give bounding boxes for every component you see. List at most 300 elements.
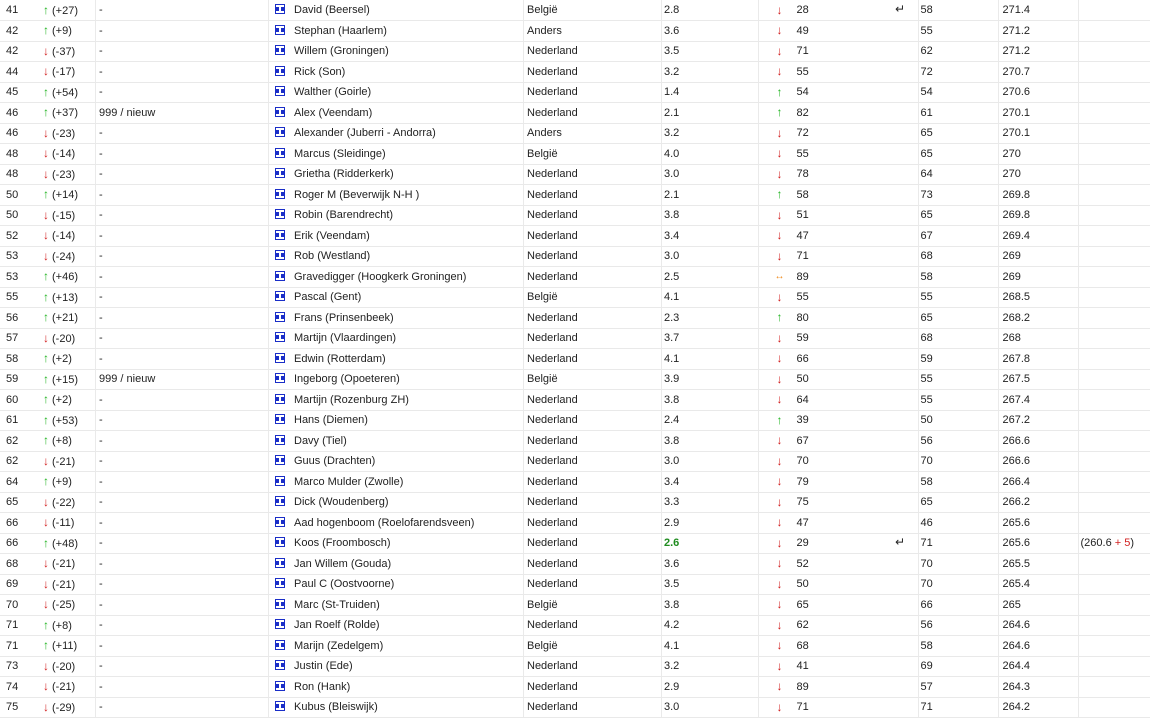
rank: 50 [0,205,40,226]
player-icon[interactable] [275,209,285,219]
player-name[interactable]: Marc (St-Truiden) [294,598,380,611]
player-icon[interactable] [275,537,285,547]
country: België [524,636,662,657]
trend-value: 58 [794,185,883,206]
player-name[interactable]: Rick (Son) [294,65,346,78]
note: - [96,677,269,698]
value-a: 68 [918,246,998,267]
total-points: 268.2 [998,308,1078,329]
score: 3.5 [662,574,759,595]
value-a: 65 [918,492,998,513]
player-icon[interactable] [275,476,285,486]
player-cell [269,513,524,534]
return-cell [883,656,919,677]
country: Nederland [524,349,662,370]
player-cell [269,287,524,308]
return-cell [883,205,919,226]
country: België [524,369,662,390]
score: 3.2 [662,62,759,83]
total-points: 270.7 [998,62,1078,83]
country: Nederland [524,533,662,554]
rank-change [40,328,96,349]
country: Nederland [524,431,662,452]
trend [759,328,794,349]
table-row [0,328,1150,349]
return-cell [883,390,919,411]
trend [759,226,794,247]
return-cell [883,595,919,616]
trend-value: 39 [794,410,883,431]
rank-change [40,554,96,575]
value-a: 66 [918,595,998,616]
value-a: 55 [918,21,998,42]
player-name[interactable]: Hans (Diemen) [294,414,368,427]
note: - [96,205,269,226]
rank-change [40,656,96,677]
arrow-down-icon: ↓ [776,289,783,304]
player-name[interactable]: Erik (Veendam) [294,229,370,242]
arrow-down-icon: ↓ [43,125,49,140]
country: Nederland [524,513,662,534]
note: - [96,82,269,103]
rank: 41 [0,0,40,21]
trend [759,123,794,144]
trend [759,308,794,329]
total-points: 269 [998,246,1078,267]
rank-change-value: (+21) [52,312,78,325]
player-name[interactable]: Walther (Goirle) [294,86,372,99]
trend [759,533,794,554]
score: 3.9 [662,369,759,390]
trend-value: 47 [794,513,883,534]
rank-change-value: (+8) [52,619,72,632]
country: Nederland [524,492,662,513]
rank-change [40,615,96,636]
total-points: 269 [998,267,1078,288]
table-row [0,554,1150,575]
score: 4.2 [662,615,759,636]
player-name[interactable]: Gravedigger (Hoogkerk Groningen) [294,270,467,283]
player-icon[interactable] [275,660,285,670]
player-icon[interactable] [275,701,285,711]
arrow-down-icon: ↓ [776,2,783,17]
player-cell [269,554,524,575]
arrow-down-icon: ↓ [43,515,49,530]
rank-change-value: (-22) [52,496,76,509]
value-a: 67 [918,226,998,247]
score: 3.4 [662,472,759,493]
country: Nederland [524,82,662,103]
trend [759,349,794,370]
player-icon[interactable] [275,599,285,609]
rank-change [40,21,96,42]
country: Nederland [524,164,662,185]
total-points: 265 [998,595,1078,616]
arrow-up-icon: ↑ [43,535,49,550]
score: 2.1 [662,103,759,124]
bonus-detail [1078,369,1150,390]
value-a: 68 [918,328,998,349]
bonus-detail [1078,615,1150,636]
player-cell [269,492,524,513]
rank-change-value: (-17) [52,66,76,79]
arrow-down-icon: ↓ [776,494,783,509]
player-icon[interactable] [275,414,285,424]
player-name[interactable]: David (Beersel) [294,4,370,16]
player-cell [269,0,524,21]
note: - [96,0,269,21]
rank-change-value: (+2) [52,353,72,366]
player-icon[interactable] [275,291,285,301]
trend-value: 51 [794,205,883,226]
player-icon[interactable] [275,312,285,322]
rank: 50 [0,185,40,206]
arrow-down-icon: ↓ [776,515,783,530]
country: Nederland [524,615,662,636]
rank-change [40,0,96,21]
player-name[interactable]: Marcus (Sleidinge) [294,147,386,160]
note: - [96,574,269,595]
player-icon[interactable] [275,640,285,650]
score: 2.5 [662,267,759,288]
player-name[interactable]: Robin (Barendrecht) [294,209,394,222]
total-points: 267.5 [998,369,1078,390]
player-icon[interactable] [275,558,285,568]
arrow-down-icon: ↓ [776,617,783,632]
rank-change [40,677,96,698]
country: Nederland [524,41,662,62]
table-row [0,595,1150,616]
player-icon[interactable] [275,230,285,240]
bonus-points: + 5 [1114,537,1131,550]
trend [759,677,794,698]
trend-value: 72 [794,123,883,144]
bonus-detail [1078,246,1150,267]
player-icon[interactable] [275,578,285,588]
player-name[interactable]: Koos (Froombosch) [294,537,391,550]
trend [759,410,794,431]
trend-value: 41 [794,656,883,677]
player-icon[interactable] [275,435,285,445]
arrow-up-icon: ↑ [43,638,49,653]
return-cell [883,82,919,103]
total-points: 265.6 [998,533,1078,554]
note: - [96,697,269,718]
bonus-detail [1078,226,1150,247]
bonus-detail [1078,287,1150,308]
total-points: 265.4 [998,574,1078,595]
player-name[interactable]: Stephan (Haarlem) [294,24,387,37]
return-cell [883,451,919,472]
return-cell [883,0,919,21]
total-points: 266.6 [998,431,1078,452]
player-name[interactable]: Ron (Hank) [294,680,351,693]
player-name[interactable]: Alex (Veendam) [294,106,373,119]
note: - [96,267,269,288]
player-icon[interactable] [275,168,285,178]
country: Nederland [524,246,662,267]
return-cell [883,328,919,349]
player-icon[interactable] [275,148,285,158]
trend [759,513,794,534]
player-icon[interactable] [275,332,285,342]
bonus-detail [1078,472,1150,493]
return-cell [883,287,919,308]
player-name[interactable]: Willem (Groningen) [294,45,389,58]
player-icon[interactable] [275,127,285,137]
trend [759,656,794,677]
value-a: 58 [918,472,998,493]
player-icon[interactable] [275,271,285,281]
arrow-down-icon: ↓ [43,679,49,694]
player-icon[interactable] [275,496,285,506]
player-cell [269,267,524,288]
player-icon[interactable] [275,250,285,260]
player-icon[interactable] [275,66,285,76]
note: - [96,185,269,206]
player-cell [269,615,524,636]
table-row [0,451,1150,472]
rank: 42 [0,41,40,62]
value-a: 61 [918,103,998,124]
player-icon[interactable] [275,373,285,383]
total-points: 271.2 [998,41,1078,62]
return-cell [883,144,919,165]
arrow-down-icon: ↓ [776,166,783,181]
player-icon[interactable] [275,394,285,404]
bonus-detail [1078,431,1150,452]
rank: 46 [0,123,40,144]
note: - [96,492,269,513]
arrow-down-icon: ↓ [43,699,49,714]
note: - [96,595,269,616]
table-row [0,246,1150,267]
value-a: 73 [918,185,998,206]
value-a: 65 [918,205,998,226]
rank-change [40,164,96,185]
rank-change-value: (-29) [52,701,76,714]
value-a: 65 [918,144,998,165]
player-icon[interactable] [275,4,285,14]
trend-value: 47 [794,226,883,247]
player-icon[interactable] [275,681,285,691]
country: België [524,0,662,21]
bonus-detail [1078,513,1150,534]
trend-value: 50 [794,574,883,595]
arrow-up-icon: ↑ [43,474,49,489]
arrow-down-icon: ↓ [776,351,783,366]
player-name[interactable]: Ingeborg (Opoeteren) [294,373,400,386]
table-row [0,390,1150,411]
rank: 73 [0,656,40,677]
player-cell [269,533,524,554]
trend [759,41,794,62]
value-a: 71 [918,533,998,554]
player-name[interactable]: Roger M (Beverwijk N-H ) [294,188,420,201]
player-name[interactable]: Marco Mulder (Zwolle) [294,475,404,488]
player-icon[interactable] [275,189,285,199]
note: - [96,21,269,42]
rank-change [40,369,96,390]
rank-change-value: (-21) [52,578,76,591]
rank-change-value: (+54) [52,86,78,99]
trend [759,451,794,472]
total-points: 266.6 [998,451,1078,472]
return-cell [883,554,919,575]
rank-change [40,246,96,267]
value-a: 69 [918,656,998,677]
player-name[interactable]: Marijn (Zedelgem) [294,639,384,652]
player-name[interactable]: Kubus (Bleiswijk) [294,701,378,714]
rank: 65 [0,492,40,513]
player-name[interactable]: Martijn (Rozenburg ZH) [294,393,409,406]
score: 2.9 [662,677,759,698]
rank-change [40,308,96,329]
player-name[interactable]: Justin (Ede) [294,660,353,673]
trend-value: 55 [794,144,883,165]
player-name[interactable]: Guus (Drachten) [294,455,376,468]
arrow-down-icon: ↓ [43,228,49,243]
table-row [0,144,1150,165]
note: - [96,615,269,636]
player-icon[interactable] [275,353,285,363]
rank-change-value: (-24) [52,250,76,263]
player-icon[interactable] [275,455,285,465]
trend [759,472,794,493]
arrow-down-icon: ↓ [776,146,783,161]
rank-change-value: (+14) [52,189,78,202]
country: Nederland [524,62,662,83]
rank-change-value: (+48) [52,537,78,550]
player-name[interactable]: Dick (Woudenberg) [294,496,389,509]
return-icon[interactable]: ↵ [894,535,906,550]
player-name[interactable]: Alexander (Juberri - Andorra) [294,127,436,140]
total-points: 270 [998,144,1078,165]
arrow-down-icon: ↓ [776,535,783,550]
player-cell [269,472,524,493]
player-cell [269,636,524,657]
value-a: 50 [918,410,998,431]
trend [759,615,794,636]
country: Nederland [524,697,662,718]
rank: 48 [0,144,40,165]
player-name[interactable]: Rob (Westland) [294,250,371,263]
rank-change [40,431,96,452]
arrow-down-icon: ↓ [776,433,783,448]
table-row [0,205,1150,226]
arrow-up-icon: ↑ [776,187,783,202]
trend [759,185,794,206]
player-name[interactable]: Grietha (Ridderkerk) [294,168,394,181]
value-a: 70 [918,554,998,575]
table-row [0,472,1150,493]
rank-change-value: (+11) [52,640,78,653]
player-icon[interactable] [275,45,285,55]
player-icon[interactable] [275,107,285,117]
country: Nederland [524,390,662,411]
player-icon[interactable] [275,25,285,35]
trend [759,574,794,595]
rank-change-value: (-21) [52,681,76,694]
value-a: 56 [918,431,998,452]
player-name[interactable]: Davy (Tiel) [294,434,347,447]
note: - [96,451,269,472]
value-a: 62 [918,41,998,62]
bonus-detail [1078,492,1150,513]
arrow-up-icon: ↑ [43,351,49,366]
player-icon[interactable] [275,619,285,629]
player-name[interactable]: Martijn (Vlaardingen) [294,332,397,345]
trend [759,0,794,21]
table-row [0,656,1150,677]
rank: 75 [0,697,40,718]
total-points: 264.2 [998,697,1078,718]
table-row [0,615,1150,636]
table-row [0,677,1150,698]
note: - [96,656,269,677]
trend [759,62,794,83]
table-row [0,21,1150,42]
return-cell [883,533,919,554]
player-name[interactable]: Aad hogenboom (Roelofarendsveen) [294,516,475,529]
player-cell [269,164,524,185]
rank: 71 [0,615,40,636]
arrow-up-icon: ↑ [43,617,49,632]
trend-value: 64 [794,390,883,411]
rank: 56 [0,308,40,329]
rank-change [40,62,96,83]
return-icon[interactable]: ↵ [894,2,906,16]
rank: 69 [0,574,40,595]
rank-change-value: (+13) [52,291,78,304]
note: - [96,123,269,144]
return-cell [883,185,919,206]
country: België [524,144,662,165]
rank-change-value: (-23) [52,168,76,181]
score: 4.1 [662,287,759,308]
total-points: 271.2 [998,21,1078,42]
bonus-detail: (260.6 + 5) [1078,533,1150,554]
player-icon[interactable] [275,86,285,96]
player-name[interactable]: Jan Willem (Gouda) [294,557,392,570]
arrow-up-icon: ↑ [43,289,49,304]
arrow-up-icon: ↑ [43,187,49,202]
player-cell [269,82,524,103]
bonus-detail [1078,21,1150,42]
rank-change [40,205,96,226]
rank: 70 [0,595,40,616]
total-points: 268 [998,328,1078,349]
player-name[interactable]: Jan Roelf (Rolde) [294,619,380,632]
country: Nederland [524,185,662,206]
rank: 42 [0,21,40,42]
player-cell [269,390,524,411]
bonus-detail [1078,308,1150,329]
rank-change-value: (+53) [52,414,78,427]
table-row [0,513,1150,534]
rank: 52 [0,226,40,247]
player-name[interactable]: Edwin (Rotterdam) [294,352,386,365]
value-a: 65 [918,123,998,144]
player-name[interactable]: Frans (Prinsenbeek) [294,311,394,324]
score: 3.8 [662,595,759,616]
note: 999 / nieuw [96,103,269,124]
arrow-down-icon: ↓ [43,556,49,571]
player-name[interactable]: Paul C (Oostvoorne) [294,578,395,591]
player-icon[interactable] [275,517,285,527]
rank-change [40,451,96,472]
player-name[interactable]: Pascal (Gent) [294,291,362,304]
